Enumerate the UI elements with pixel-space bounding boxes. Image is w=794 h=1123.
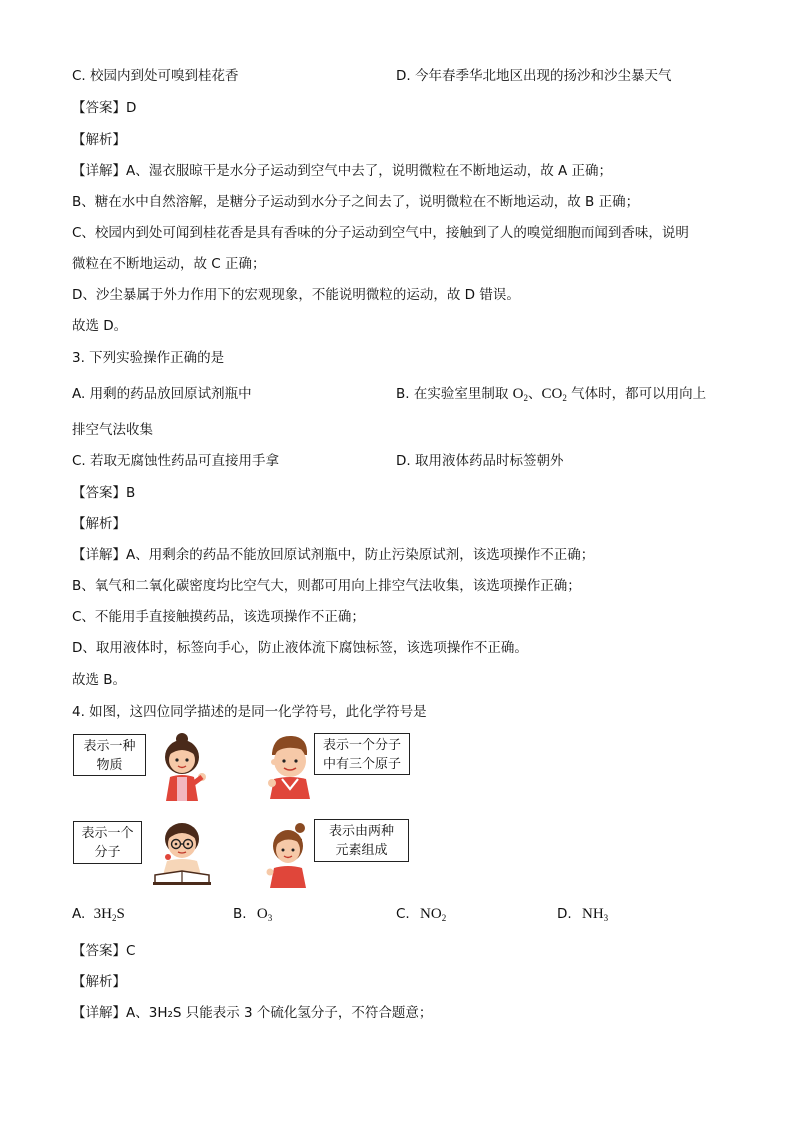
formula-nh3: $NH_3$ [581, 906, 609, 923]
bubble-text: 分子 [94, 845, 121, 860]
option-b-label: B. [233, 906, 247, 922]
option-c-label: C. [396, 906, 410, 922]
answer-label: 【答案】 [72, 100, 126, 116]
answer-value: C [126, 943, 136, 959]
bubble-text: 表示一个 [81, 826, 134, 841]
bubble-text: 中有三个原子 [322, 757, 401, 772]
bubble-text: 表示一个分子 [322, 738, 401, 753]
detail-line: D、取用液体时，标签向手心，防止液体流下腐蚀标签，该选项操作不正确。 [72, 640, 528, 656]
speech-bubble-2 [314, 733, 410, 775]
bubble-text: 物质 [96, 758, 123, 773]
answer-line [72, 484, 135, 502]
question-stem: 4. 如图，这四位同学描述的是同一化学符号，此化学符号是 [72, 704, 427, 720]
student-girl-1-illustration [152, 733, 212, 801]
student-girl-2-illustration [262, 822, 312, 888]
detail-line: D、沙尘暴属于外力作用下的宏观现象，不能说明微粒的运动，故 D 错误。 [72, 287, 520, 303]
option-b-text: B. 在实验室里制取 [396, 386, 513, 402]
bubble-text: 表示由两种 [328, 824, 394, 839]
detail-line: C、校园内到处可闻到桂花香是具有香味的分子运动到空气中，接触到了人的嗅觉细胞而闻到香味，说明 [72, 225, 689, 241]
conclusion-line: 故选 D。 [72, 318, 128, 334]
bubble-text: 表示一种 [83, 739, 136, 754]
detail-line: B、氧气和二氧化碳密度均比空气大，则都可用向上排空气法收集，该选项操作正确； [72, 578, 581, 594]
option-b [233, 905, 272, 927]
formula-co2: $CO_2$ [541, 386, 567, 403]
speech-bubble-1 [73, 734, 146, 776]
formula-o2: $O_2$ [512, 386, 528, 403]
analysis-label: 【解析】 [72, 132, 126, 148]
detail-line: 【详解】A、湿衣服晾干是水分子运动到空气中去了，说明微粒在不断地运动，故 A 正确； [72, 163, 613, 179]
answer-value: D [126, 100, 137, 116]
answer-line [72, 942, 135, 960]
formula-3h2s: $3H_2S$ [93, 906, 125, 923]
question-stem: 3. 下列实验操作正确的是 [72, 350, 225, 366]
option-a: A. 用剩的药品放回原试剂瓶中 [72, 386, 252, 402]
option-b: B. 在实验室里制取 $O_2$、$CO_2$ 气体时，都可以用向上 [396, 386, 707, 403]
formula-o3: $O_3$ [256, 906, 273, 923]
speech-bubble-4 [314, 819, 409, 862]
speech-bubble-3 [73, 821, 142, 864]
option-d: D. 取用液体药品时标签朝外 [396, 453, 564, 469]
conclusion-line: 故选 B。 [72, 672, 127, 688]
detail-line: B、糖在水中自然溶解，是糖分子运动到水分子之间去了，说明微粒在不断地运动，故 B 正确； [72, 194, 640, 210]
student-boy-2-illustration [151, 819, 213, 885]
detail-line: 【详解】A、用剩余的药品不能放回原试剂瓶中，防止污染原试剂，该选项操作不正确； [72, 547, 595, 563]
option-c: C. 校园内到处可嗅到桂花香 [72, 68, 239, 84]
option-a [72, 905, 125, 927]
answer-label: 【答案】 [72, 943, 126, 959]
detail-line: C、不能用手直接触摸药品，该选项操作不正确； [72, 609, 365, 625]
option-d [557, 905, 608, 927]
answer-value: B [126, 485, 136, 501]
bubble-text: 元素组成 [335, 843, 388, 858]
detail-line: 【详解】A、3H₂S 只能表示 3 个硫化氢分子，不符合题意； [72, 1005, 433, 1021]
option-d: D. 今年春季华北地区出现的扬沙和沙尘暴天气 [396, 68, 672, 84]
option-a-label: A. [72, 906, 86, 922]
analysis-label: 【解析】 [72, 974, 126, 990]
formula-no2: $NO_2$ [420, 906, 447, 923]
option-c: C. 若取无腐蚀性药品可直接用手拿 [72, 453, 280, 469]
option-c [396, 905, 446, 927]
option-b-continued: 排空气法收集 [72, 422, 153, 438]
answer-label: 【答案】 [72, 485, 126, 501]
option-d-label: D. [557, 906, 572, 922]
analysis-label: 【解析】 [72, 516, 126, 532]
answer-line [72, 99, 136, 117]
detail-line: 微粒在不断地运动，故 C 正确； [72, 256, 266, 272]
student-boy-1-illustration [262, 733, 316, 799]
